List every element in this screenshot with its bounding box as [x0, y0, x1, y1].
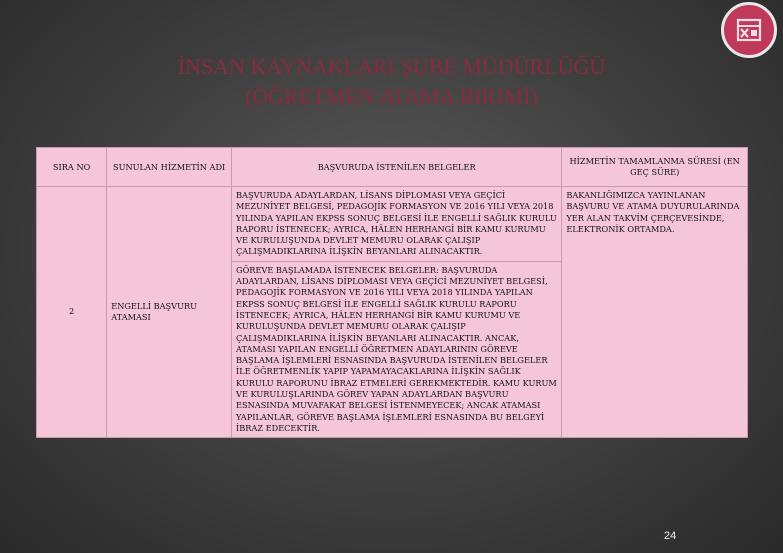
- table-header-row: [37, 148, 748, 187]
- cell-belgeler-basvuru: BAŞVURUDA ADAYLARDAN, LİSANS DİPLOMASI VEYA GEÇİCİ MEZUNİYET BELGESİ, PEDAGOJİK FORMASYON VE 2016 YILI VEYA 2018 YILINDA YAPILAN EKPSS SONUÇ BELGESİ İLE ENGELLİ SAĞLIK KURULU RAPORU İSTENECEK; AYRICA, HÂLEN HERHANGİ BİR KAMU KURUMU VE KURULUŞUNDA DEVLET MEMURU OLARAK ÇALIŞIP ÇALIŞMADIKLARINA İLİŞKİN BEYANLARI ALINACAKTIR.: [232, 187, 562, 262]
- cell-sure: BAKANLIĞIMIZCA YAYINLANAN BAŞVURU VE ATAMA DUYURULARINDA YER ALAN TAKVİM ÇERÇEVESİNDE, ELEKTRONİK ORTAMDA.: [562, 187, 748, 438]
- exit-slideshow-icon[interactable]: [721, 2, 777, 58]
- header-sira-no: SIRA NO: [37, 148, 107, 187]
- header-hizmet-adi: SUNULAN HİZMETİN ADI: [107, 148, 232, 187]
- header-sure: HİZMETİN TAMAMLANMA SÜRESİ (EN GEÇ SÜRE): [562, 148, 748, 187]
- cell-belgeler-goreve-baslama: GÖREVE BAŞLAMADA İSTENECEK BELGELER: BAŞVURUDA ADAYLARDAN, LİSANS DİPLOMASI VEYA GEÇİCİ MEZUNİYET BELGESİ, PEDAGOJİK FORMASYON VE 2016 YILI VEYA 2018 YILINDA YAPILAN EKPSS SONUÇ BELGESİ İLE ENGELLİ SAĞLIK KURULU RAPORU İSTENECEK; AYRICA, HÂLEN HERHANGİ BİR KAMU KURUMU VE KURULUŞUNDA DEVLET MEMURU OLARAK ÇALIŞIP ÇALIŞMADIKLARINA İLİŞKİN BEYANLARI ALINACAKTIR. ANCAK, ATAMASI YAPILAN ENGELLİ ÖĞRETMEN ADAYLARININ GÖREVE BAŞLAMA İŞLEMLERİ ESNASINDA BAŞVURUDA İSTENİLEN BELGELER İLE ÖĞRETMENLİK YAPIP YAPAMAYACAKLARINA İLİŞKİN SAĞLIK KURULU RAPORUNU İBRAZ ETMELERİ GEREKMEKTEDİR. KAMU KURUM VE KURULUŞLARINDA GÖREV YAPAN ADAYLARDAN BAŞVURU ESNASINDA MUVAFAKAT BELGESİ İSTENMEYECEK; ANCAK ATAMASI YAPILANLAR, GÖREVE BAŞLAMA İŞLEMLERİ ESNASINDA BU BELGEYİ İBRAZ EDECEKTİR.: [232, 261, 562, 437]
- page-title: İNSAN KAYNAKLARI ŞUBE MÜDÜRLÜĞÜ: [177, 54, 606, 79]
- page-subtitle: (ÖĞRETMEN ATAMA BIRIMİ): [245, 84, 538, 109]
- page-number: 24: [664, 530, 677, 542]
- table-row: [37, 187, 748, 262]
- cell-sira-no: 2: [37, 187, 107, 438]
- services-table: [36, 147, 748, 438]
- header-belgeler: BAŞVURUDA İSTENİLEN BELGELER: [232, 148, 562, 187]
- cell-hizmet-adi: ENGELLİ BAŞVURU ATAMASI: [107, 187, 232, 438]
